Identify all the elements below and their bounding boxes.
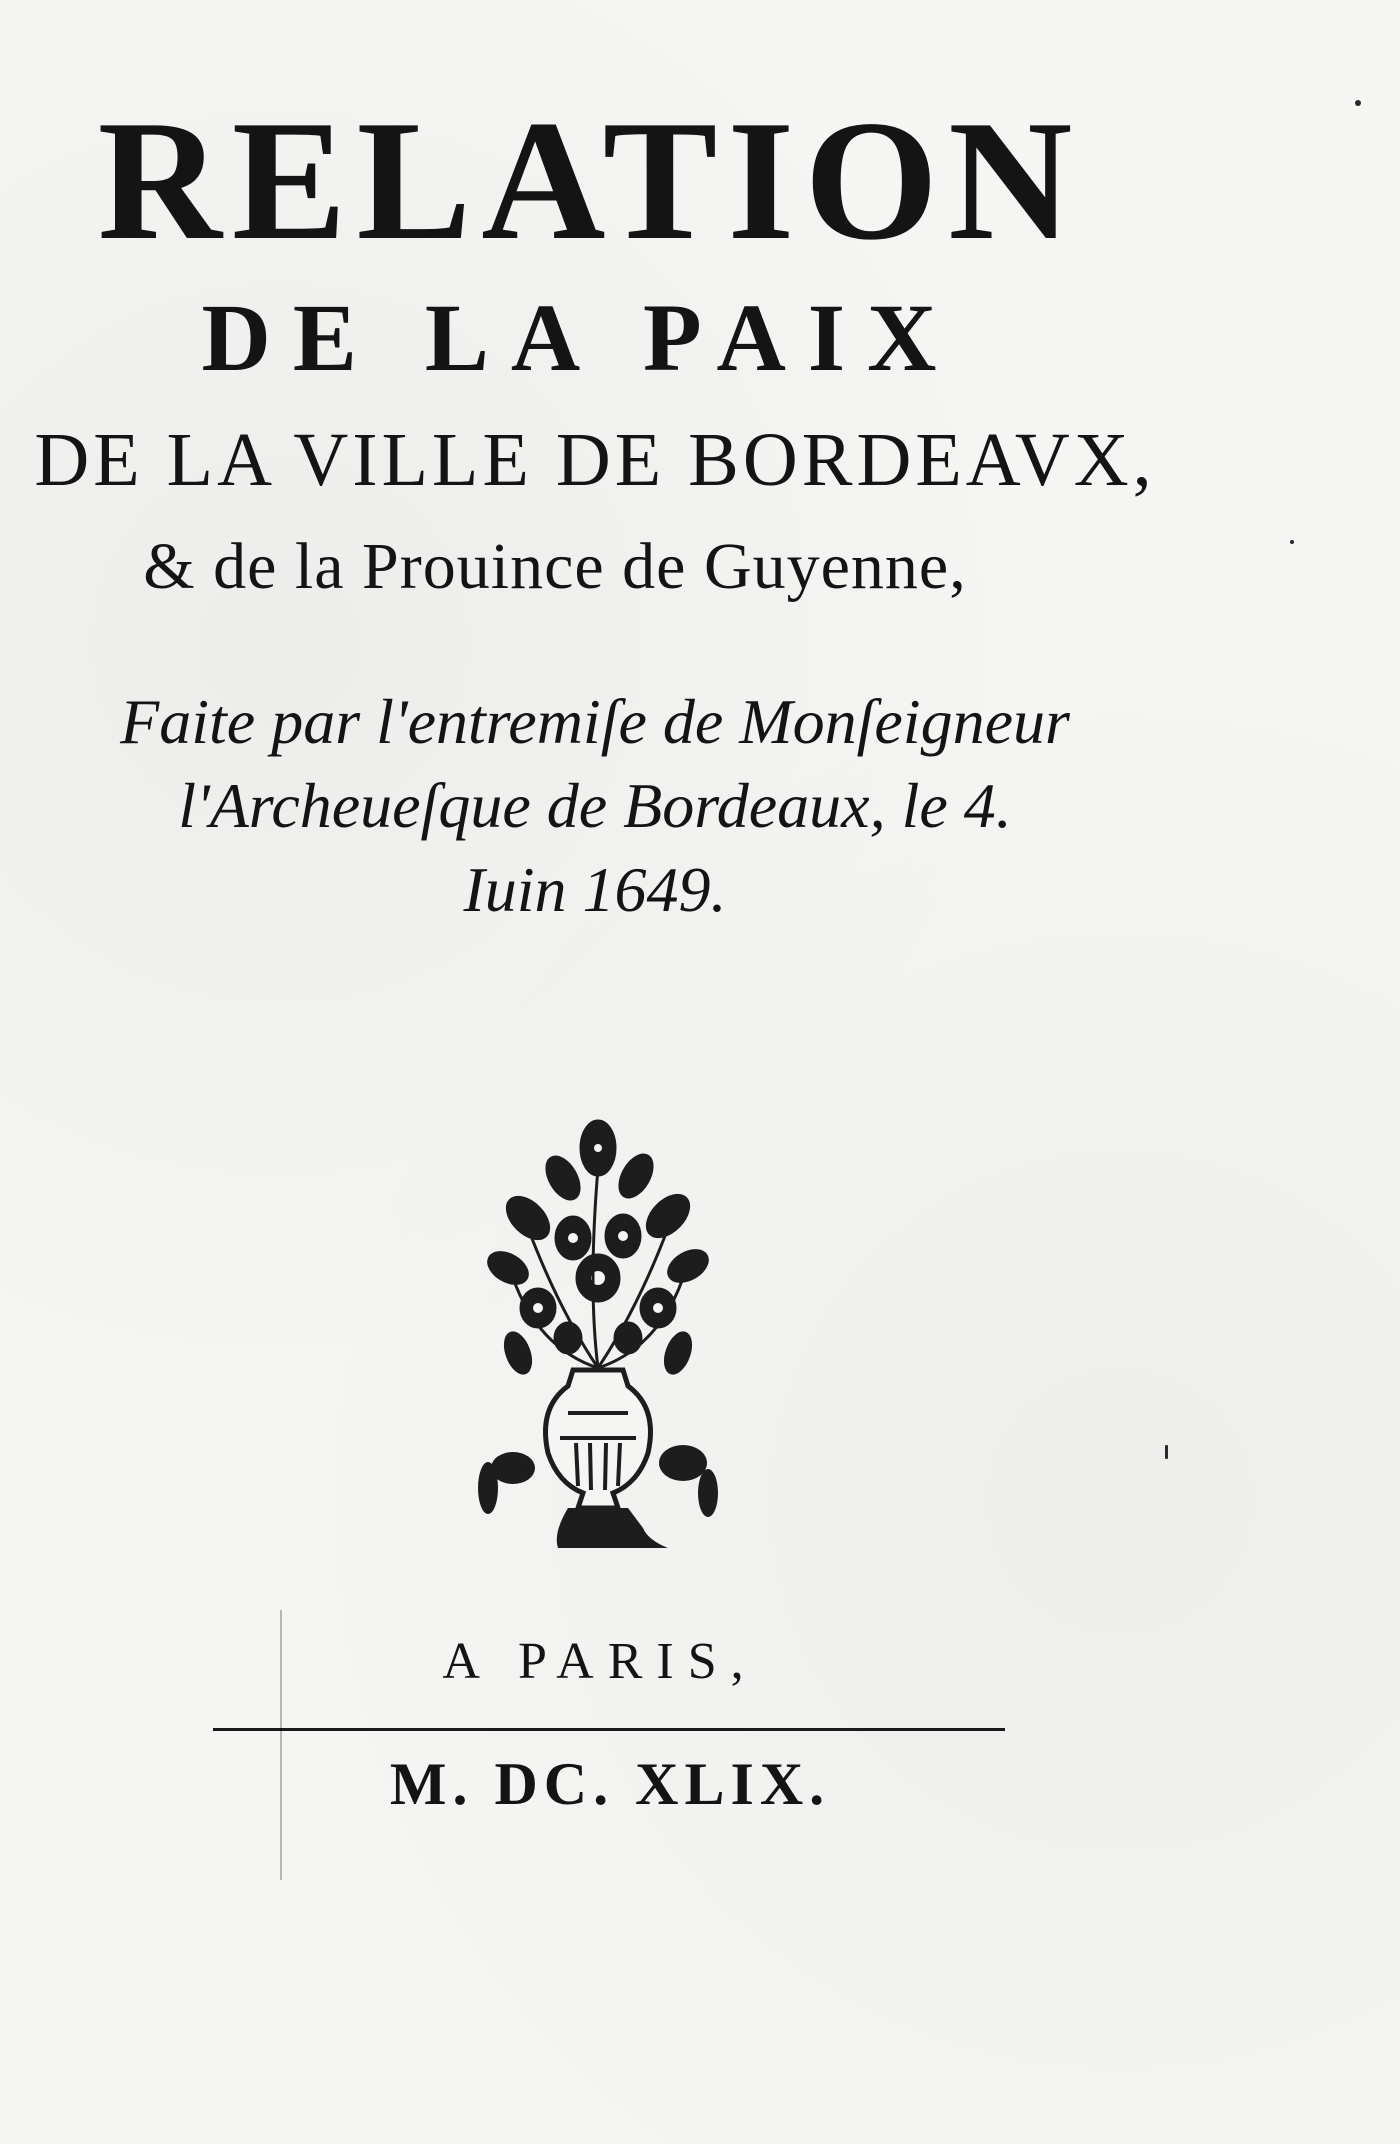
subtitle-line-1: Faite par l'entremiſe de Monſeigneur	[120, 686, 1070, 757]
margin-mark	[280, 1610, 282, 1880]
imprint-divider	[213, 1728, 1005, 1731]
imprint-place: A PARIS,	[442, 1633, 758, 1690]
city-title: DE LA VILLE DE BORDEAVX,	[34, 418, 1156, 502]
ink-speck	[1290, 540, 1294, 544]
province-title: & de la Prouince de Guyenne,	[143, 530, 967, 603]
subtitle-line-3: Iuin 1649.	[463, 854, 727, 925]
imprint-date: M. DC. XLIX.	[389, 1751, 831, 1817]
ink-speck	[1355, 100, 1361, 106]
subtitle-de-la-paix: DE LA PAIX	[201, 284, 959, 391]
subtitle-line-2: l'Archeueſque de Bordeaux, le 4.	[178, 770, 1012, 841]
main-title: RELATION	[97, 86, 1083, 276]
flower-vase-woodcut-icon	[468, 1108, 728, 1558]
italic-subtitle	[20, 680, 1170, 932]
ink-speck	[1165, 1445, 1168, 1459]
